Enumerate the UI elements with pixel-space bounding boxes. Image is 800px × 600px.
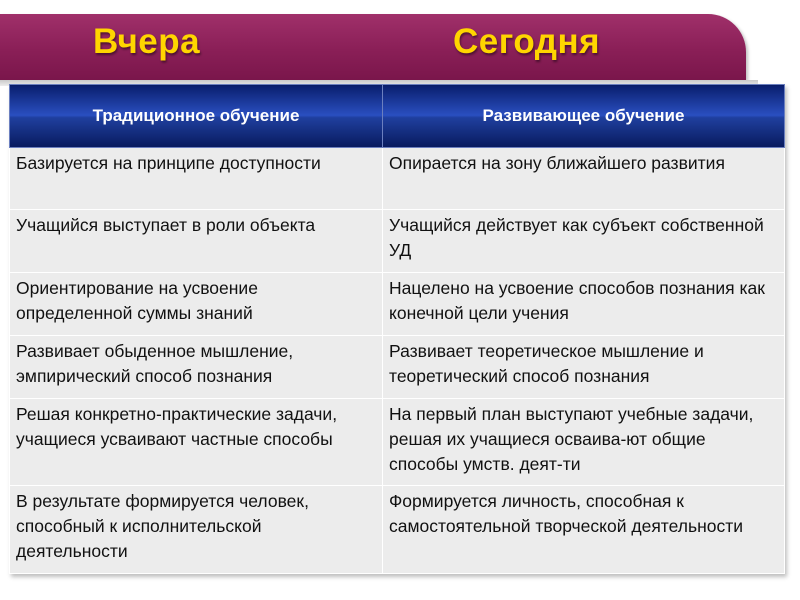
table-cell: На первый план выступают учебные задачи, решая их учащиеся осваива-ют общие способы умств. деят-ти [383, 399, 785, 486]
table-row [10, 210, 785, 273]
table-cell: Опирается на зону ближайшего развития [383, 148, 785, 210]
table-cell: Нацелено на усвоение способов познания как конечной цели учения [383, 273, 785, 336]
yesterday-label: Вчера [93, 22, 201, 61]
table-cell: Развивает теоретическое мышление и теоретический способ познания [383, 336, 785, 399]
table-row [10, 148, 785, 210]
table-row [10, 273, 785, 336]
header-developmental: Развивающее обучение [383, 85, 785, 148]
table-cell: В результате формируется человек, способный к исполнительской деятельности [10, 486, 383, 574]
table-header-row [10, 85, 785, 148]
table-cell: Развивает обыденное мышление, эмпирический способ познания [10, 336, 383, 399]
table-cell: Ориентирование на усвоение определенной суммы знаний [10, 273, 383, 336]
comparison-table [9, 84, 785, 574]
table-row [10, 399, 785, 486]
table-cell: Учащийся действует как субъект собственной УД [383, 210, 785, 273]
table-cell: Базируется на принципе доступности [10, 148, 383, 210]
today-label: Сегодня [453, 22, 601, 61]
table-cell: Решая конкретно-практические задачи, учащиеся усваивают частные способы [10, 399, 383, 486]
header-traditional: Традиционное обучение [10, 85, 383, 148]
table-cell: Учащийся выступает в роли объекта [10, 210, 383, 273]
table-cell: Формируется личность, способная к самостоятельной творческой деятельности [383, 486, 785, 574]
table-row [10, 336, 785, 399]
table-row [10, 486, 785, 574]
